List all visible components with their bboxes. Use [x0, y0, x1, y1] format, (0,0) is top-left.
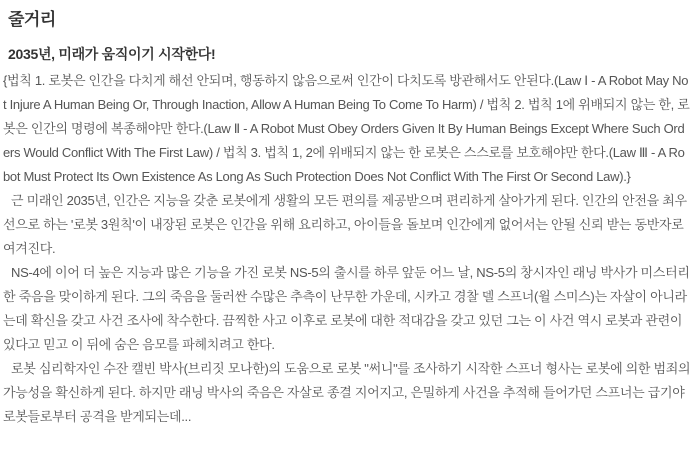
- synopsis-paragraph-investigation: 로봇 심리학자인 수잔 캘빈 박사(브리짓 모나한)의 도움으로 로봇 "써니"를 조사하기 시작한 스프너 형사는 로봇에 의한 범죄의 가능성을 확신하게 된다. 하지만 래닝 박사의 죽음은 자살로 종결 지어지고, 은밀하게 사건을 추적해 들어가던 스프너는 급기야 로봇들로부터 공격을 받게되는데...: [3, 361, 691, 424]
- synopsis-paragraph-incident: NS-4에 이어 더 높은 지능과 많은 기능을 가진 로봇 NS-5의 출시를 하루 앞둔 어느 날, NS-5의 창시자인 래닝 박사가 미스터리한 죽음을 맞이하게 된다. 그의 죽음을 둘러싼 수많은 추측이 난무한 가운데, 시카고 경찰 델 스프너(윌 스미스)는 자살이 아니라는데 확신을 갖고 사건 조사에 착수한다. 끔찍한 사고 이후로 로봇에 대한 적대감을 갖고 있던 그는 이 사건 역시 로봇과 관련이 있다고 믿고 이 뒤에 숨은 음모를 파헤치려고 한다.: [3, 265, 690, 352]
- synopsis-paragraph-robot-laws: {법칙 1. 로봇은 인간을 다치게 해선 안되며, 행동하지 않음으로써 인간이 다치도록 방관해서도 안된다.(Law Ⅰ - A Robot May Not Injure A Human Being Or, Through Inaction, Allow A Human Being To Come To Harm) / 법칙 2. 법칙 1에 위배되지 않는 한, 로봇은 인간의 명령에 복종해야만 한다.(Law Ⅱ - A Robot Must Obey Orders Given It By Human Beings Except Where Such Orders Would Conflict With The First Law) / 법칙 3. 법칙 1, 2에 위배되지 않는 한 로봇은 스스로를 보호해야만 한다.(Law Ⅲ - A Robot Must Protect Its Own Existence As Long As Such Protection Does Not Conflict With The First Or Second Law).}: [3, 73, 690, 184]
- synopsis-subtitle: 2035년, 미래가 움직이기 시작한다!: [8, 46, 216, 62]
- synopsis-body: [3, 69, 691, 429]
- page-title: 줄거리: [8, 10, 56, 29]
- synopsis-paragraph-setting: 근 미래인 2035년, 인간은 지능을 갖춘 로봇에게 생활의 모든 편의를 제공받으며 편리하게 살아가게 된다. 인간의 안전을 최우선으로 하는 '로봇 3원칙'이 내장된 로봇은 인간을 위해 요리하고, 아이들을 돌보며 인간에게 없어서는 안될 신뢰 받는 동반자로 여겨진다.: [3, 193, 687, 256]
